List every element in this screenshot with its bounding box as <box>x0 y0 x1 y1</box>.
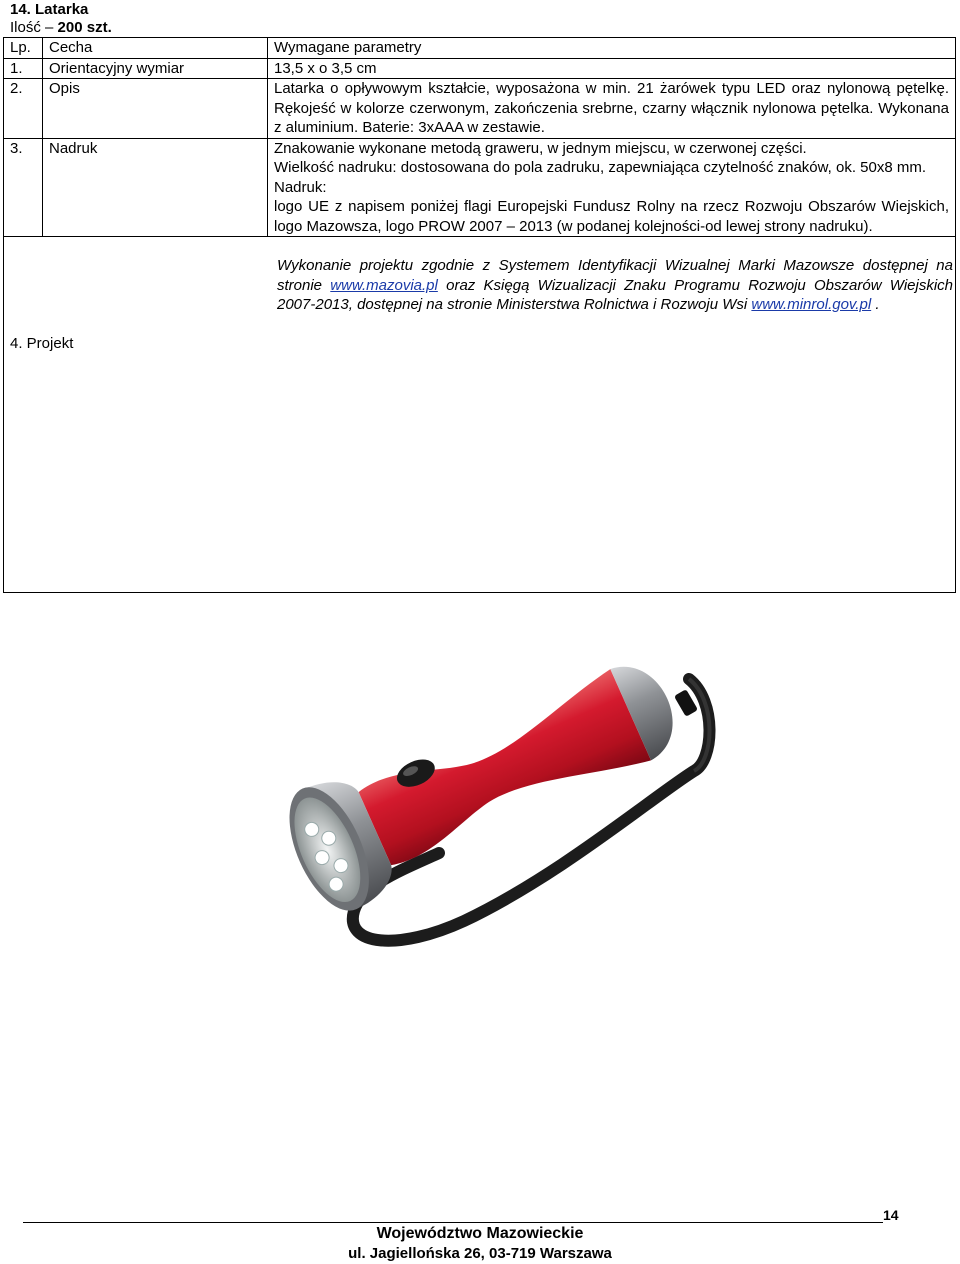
row-value: Latarka o opływowym kształcie, wyposażona w min. 21 żarówek typu LED oraz nylonową pętelkę. Rękojeść w kolorze czerwonym, zakończenia srebrne, czarny włącznik nylonowa pętelka. Wykonana z aluminium. Baterie: 3xAAA w zestawie. <box>268 79 956 139</box>
project-label: 4. Projekt <box>10 335 74 352</box>
table-row <box>4 138 956 237</box>
footer-org: Województwo Mazowieckie <box>376 1225 584 1242</box>
row-value <box>268 138 956 237</box>
footer-rule <box>23 1222 883 1223</box>
row-number: 2. <box>4 79 43 139</box>
flashlight-image <box>249 621 719 956</box>
mazovia-link[interactable]: www.mazovia.pl <box>330 276 438 294</box>
row-number: 1. <box>4 58 43 79</box>
project-cell <box>4 237 956 593</box>
footer-address: ul. Jagiellońska 26, 03-719 Warszawa <box>348 1245 612 1262</box>
spec-table <box>3 37 956 593</box>
col-feature: Cecha <box>43 38 268 59</box>
row-feature: Nadruk <box>43 138 268 237</box>
col-lp: Lp. <box>4 38 43 59</box>
row-feature: Opis <box>43 79 268 139</box>
row-value: 13,5 x o 3,5 cm <box>268 58 956 79</box>
print-method: Znakowanie wykonane metodą graweru, w jednym miejscu, w czerwonej części. <box>274 139 807 157</box>
page-number: 14 <box>883 1207 899 1223</box>
quantity-line: Ilość – 200 szt. <box>10 19 112 36</box>
quantity-value: 200 szt. <box>57 19 112 36</box>
table-row <box>4 79 956 139</box>
flashlight-body <box>355 669 651 874</box>
print-content: logo UE z napisem poniżej flagi Europejski Fundusz Rolny na rzecz Rozwoju Obszarów Wiejskich, logo Mazowsza, logo PROW 2007 – 2013 (w podanej kolejności-od lewej strony nadruku). <box>274 198 949 235</box>
table-row <box>4 58 956 79</box>
project-text: Wykonanie projektu zgodnie z Systemem Identyfikacji Wizualnej Marki Mazowsze dostępnej na stronie www.mazovia.pl oraz Księgą Wizualizacji Znaku Programu Rozwoju Obszarów Wiejskich 2007-2013, dostępnej na stronie Ministerstwa Rolnictwa i Rozwoju Wsi www.minrol.gov.pl . <box>277 257 953 313</box>
minrol-link[interactable]: www.minrol.gov.pl <box>751 296 872 313</box>
table-header-row <box>4 38 956 59</box>
col-params: Wymagane parametry <box>268 38 956 59</box>
print-label: Nadruk: <box>274 178 327 196</box>
section-title: 14. Latarka <box>10 1 89 18</box>
row-feature: Orientacyjny wymiar <box>43 58 268 79</box>
table-row <box>4 237 956 593</box>
print-size: Wielkość nadruku: dostosowana do pola zadruku, zapewniająca czytelność znaków, ok. 50x8 mm. <box>274 159 927 176</box>
row-number: 3. <box>4 138 43 237</box>
